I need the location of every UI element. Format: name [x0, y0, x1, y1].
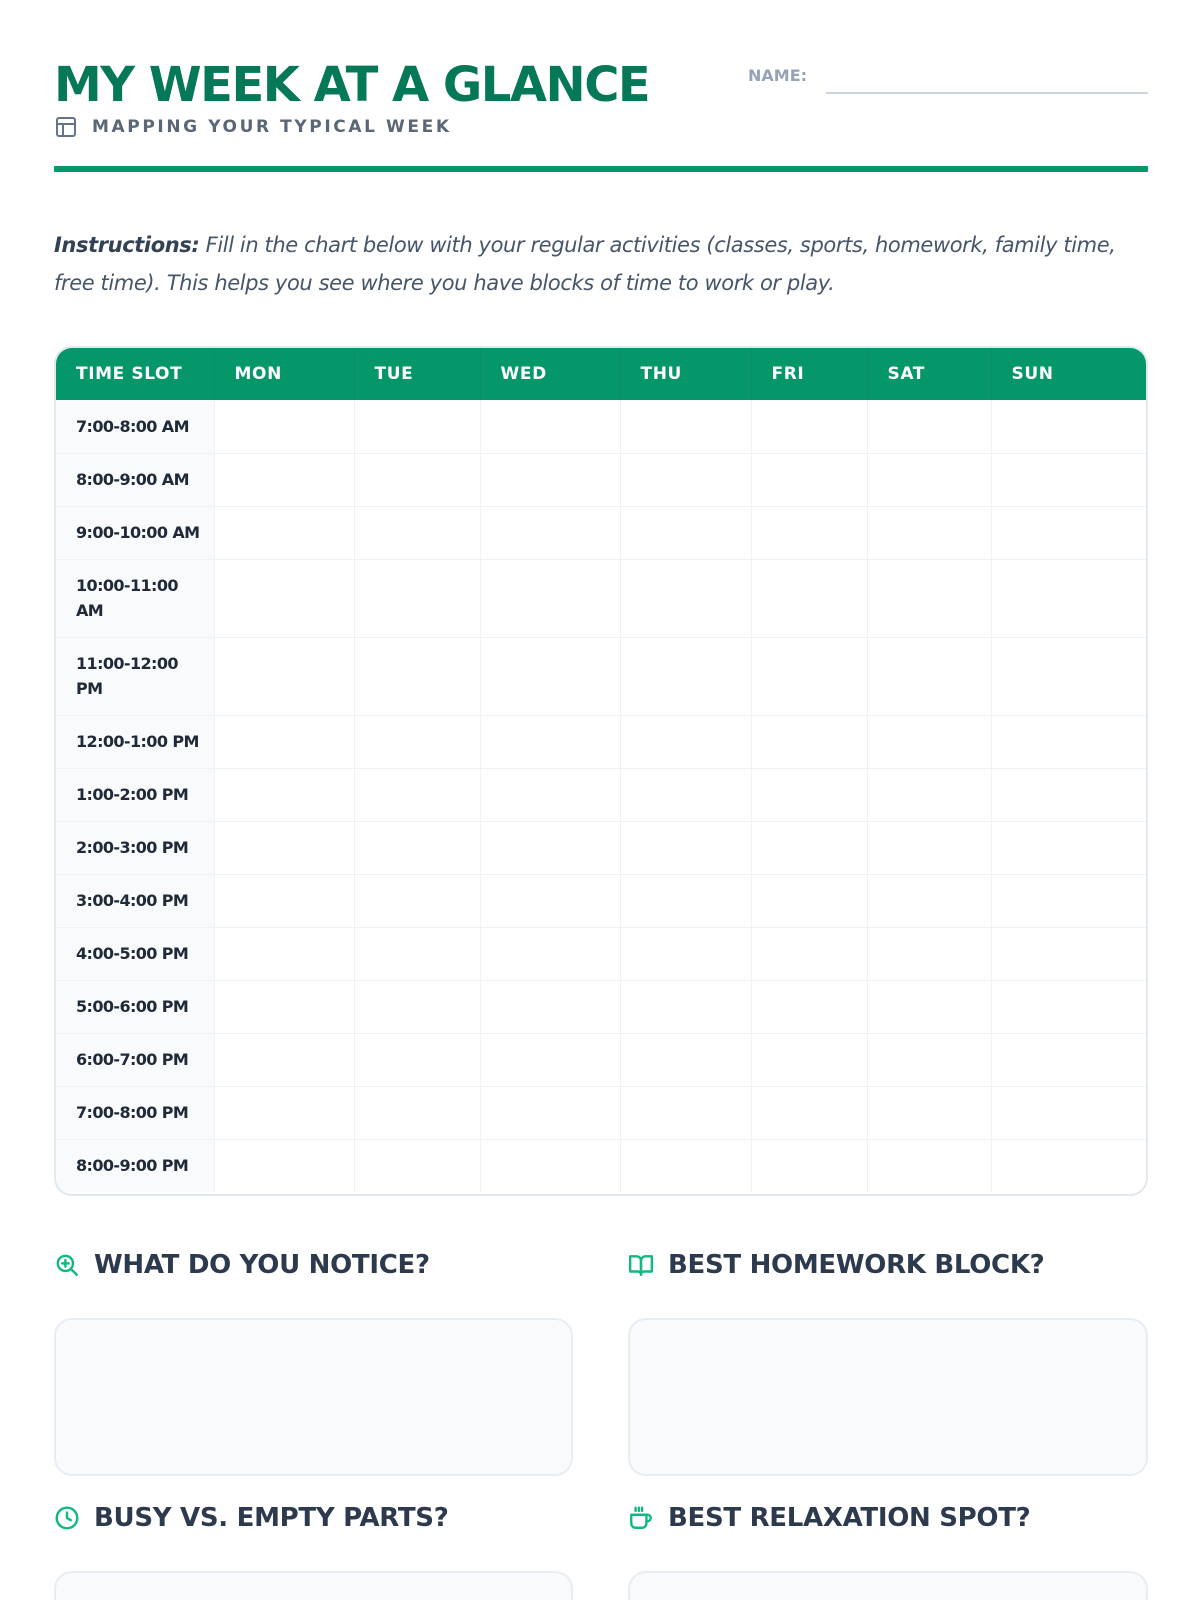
schedule-cell-mon[interactable]	[214, 927, 354, 980]
schedule-cell-fri[interactable]	[751, 637, 867, 715]
schedule-cell-fri[interactable]	[751, 1139, 867, 1192]
time-slot-label: 4:00-5:00 PM	[56, 927, 214, 980]
schedule-cell-fri[interactable]	[751, 768, 867, 821]
schedule-cell-mon[interactable]	[214, 400, 354, 453]
schedule-cell-tue[interactable]	[354, 637, 480, 715]
schedule-cell-sun[interactable]	[991, 453, 1146, 506]
question-title: WHAT DO YOU NOTICE?	[94, 1250, 430, 1280]
column-header-wed: WED	[480, 348, 620, 400]
column-header-sat: SAT	[867, 348, 991, 400]
column-header-time-slot: TIME SLOT	[56, 348, 214, 400]
schedule-row	[56, 821, 1146, 874]
schedule-cell-fri[interactable]	[751, 821, 867, 874]
name-line[interactable]	[826, 92, 1148, 94]
answer-box-relaxation[interactable]	[628, 1571, 1148, 1600]
schedule-cell-thu[interactable]	[620, 715, 751, 768]
instructions-label: Instructions:	[54, 233, 200, 257]
schedule-cell-mon[interactable]	[214, 506, 354, 559]
time-slot-label: 7:00-8:00 PM	[56, 1086, 214, 1139]
clock-icon	[54, 1505, 80, 1531]
schedule-cell-sun[interactable]	[991, 1086, 1146, 1139]
question-title: BUSY VS. EMPTY PARTS?	[94, 1503, 449, 1533]
schedule-row	[56, 637, 1146, 715]
schedule-cell-mon[interactable]	[214, 874, 354, 927]
schedule-cell-sun[interactable]	[991, 768, 1146, 821]
question-title: BEST HOMEWORK BLOCK?	[668, 1250, 1045, 1280]
question-what-do-you-notice	[54, 1250, 430, 1280]
schedule-row	[56, 1086, 1146, 1139]
schedule-cell-sat[interactable]	[867, 874, 991, 927]
schedule-cell-thu[interactable]	[620, 874, 751, 927]
schedule-cell-tue[interactable]	[354, 559, 480, 637]
schedule-cell-mon[interactable]	[214, 821, 354, 874]
schedule-row	[56, 559, 1146, 637]
schedule-cell-sun[interactable]	[991, 506, 1146, 559]
question-title: BEST RELAXATION SPOT?	[668, 1503, 1031, 1533]
zoom-in-icon	[54, 1252, 80, 1278]
weekly-schedule-table	[54, 346, 1148, 1196]
schedule-cell-wed[interactable]	[480, 980, 620, 1033]
schedule-cell-sat[interactable]	[867, 768, 991, 821]
schedule-cell-mon[interactable]	[214, 980, 354, 1033]
schedule-cell-tue[interactable]	[354, 927, 480, 980]
schedule-cell-sun[interactable]	[991, 1139, 1146, 1192]
time-slot-label: 10:00-11:00 AM	[56, 559, 214, 637]
schedule-cell-wed[interactable]	[480, 715, 620, 768]
schedule-cell-sat[interactable]	[867, 1033, 991, 1086]
schedule-cell-tue[interactable]	[354, 506, 480, 559]
schedule-cell-wed[interactable]	[480, 927, 620, 980]
schedule-cell-sat[interactable]	[867, 980, 991, 1033]
schedule-cell-tue[interactable]	[354, 400, 480, 453]
question-busy-vs-empty	[54, 1503, 449, 1533]
schedule-cell-sun[interactable]	[991, 874, 1146, 927]
schedule-cell-mon[interactable]	[214, 1139, 354, 1192]
schedule-cell-fri[interactable]	[751, 453, 867, 506]
schedule-cell-mon[interactable]	[214, 453, 354, 506]
schedule-row	[56, 980, 1146, 1033]
schedule-cell-wed[interactable]	[480, 559, 620, 637]
time-slot-label: 2:00-3:00 PM	[56, 821, 214, 874]
instructions-text: Fill in the chart below with your regular activities (classes, sports, homework, family time, free time). This helps you see where you have blocks of time to work or play.	[54, 233, 1116, 295]
answer-box-notice[interactable]	[54, 1318, 573, 1476]
schedule-cell-thu[interactable]	[620, 821, 751, 874]
schedule-cell-wed[interactable]	[480, 1033, 620, 1086]
schedule-cell-tue[interactable]	[354, 453, 480, 506]
column-header-tue: TUE	[354, 348, 480, 400]
schedule-cell-thu[interactable]	[620, 559, 751, 637]
schedule-cell-thu[interactable]	[620, 1139, 751, 1192]
schedule-cell-mon[interactable]	[214, 559, 354, 637]
schedule-cell-sat[interactable]	[867, 1086, 991, 1139]
schedule-cell-mon[interactable]	[214, 637, 354, 715]
time-slot-label: 7:00-8:00 AM	[56, 400, 214, 453]
page-title: MY WEEK AT A GLANCE	[54, 57, 650, 113]
schedule-cell-tue[interactable]	[354, 715, 480, 768]
schedule-cell-tue[interactable]	[354, 821, 480, 874]
time-slot-label: 8:00-9:00 AM	[56, 453, 214, 506]
schedule-cell-wed[interactable]	[480, 1086, 620, 1139]
schedule-cell-fri[interactable]	[751, 927, 867, 980]
time-slot-label: 5:00-6:00 PM	[56, 980, 214, 1033]
schedule-row	[56, 768, 1146, 821]
schedule-cell-sat[interactable]	[867, 715, 991, 768]
time-slot-label: 12:00-1:00 PM	[56, 715, 214, 768]
schedule-cell-thu[interactable]	[620, 927, 751, 980]
schedule-cell-mon[interactable]	[214, 1033, 354, 1086]
schedule-cell-fri[interactable]	[751, 559, 867, 637]
header-divider	[54, 166, 1148, 172]
column-header-mon: MON	[214, 348, 354, 400]
schedule-cell-sun[interactable]	[991, 1033, 1146, 1086]
schedule-body	[56, 400, 1146, 1192]
schedule-cell-sun[interactable]	[991, 715, 1146, 768]
schedule-cell-tue[interactable]	[354, 1139, 480, 1192]
schedule-cell-wed[interactable]	[480, 1139, 620, 1192]
schedule-cell-fri[interactable]	[751, 506, 867, 559]
schedule-cell-tue[interactable]	[354, 1033, 480, 1086]
name-field[interactable]	[748, 60, 1148, 96]
column-header-fri: FRI	[751, 348, 867, 400]
schedule-cell-sat[interactable]	[867, 821, 991, 874]
schedule-cell-fri[interactable]	[751, 980, 867, 1033]
schedule-cell-mon[interactable]	[214, 1086, 354, 1139]
schedule-cell-tue[interactable]	[354, 768, 480, 821]
schedule-row	[56, 1139, 1146, 1192]
schedule-row	[56, 400, 1146, 453]
schedule-cell-thu[interactable]	[620, 453, 751, 506]
schedule-row	[56, 874, 1146, 927]
schedule-cell-mon[interactable]	[214, 715, 354, 768]
schedule-cell-sun[interactable]	[991, 980, 1146, 1033]
schedule-header-row	[56, 348, 1146, 400]
schedule-row	[56, 506, 1146, 559]
schedule-cell-sat[interactable]	[867, 506, 991, 559]
schedule-cell-fri[interactable]	[751, 400, 867, 453]
book-open-icon	[628, 1252, 654, 1278]
schedule-cell-wed[interactable]	[480, 400, 620, 453]
schedule-cell-thu[interactable]	[620, 506, 751, 559]
answer-box-homework[interactable]	[628, 1318, 1148, 1476]
schedule-cell-mon[interactable]	[214, 768, 354, 821]
schedule-cell-sat[interactable]	[867, 559, 991, 637]
schedule-row	[56, 453, 1146, 506]
schedule-row	[56, 1033, 1146, 1086]
name-label: NAME:	[748, 66, 808, 85]
schedule-cell-wed[interactable]	[480, 821, 620, 874]
schedule-cell-thu[interactable]	[620, 1033, 751, 1086]
schedule-cell-fri[interactable]	[751, 1086, 867, 1139]
schedule-cell-wed[interactable]	[480, 453, 620, 506]
coffee-cup-icon	[628, 1505, 654, 1531]
schedule-cell-sun[interactable]	[991, 637, 1146, 715]
schedule-row	[56, 927, 1146, 980]
schedule-cell-thu[interactable]	[620, 980, 751, 1033]
schedule-cell-thu[interactable]	[620, 400, 751, 453]
worksheet-header	[54, 52, 1148, 172]
schedule-cell-sat[interactable]	[867, 400, 991, 453]
schedule-cell-tue[interactable]	[354, 980, 480, 1033]
schedule-cell-sat[interactable]	[867, 453, 991, 506]
time-slot-label: 9:00-10:00 AM	[56, 506, 214, 559]
instructions	[54, 226, 1148, 302]
question-best-homework-block	[628, 1250, 1044, 1280]
schedule-cell-fri[interactable]	[751, 874, 867, 927]
schedule-cell-wed[interactable]	[480, 637, 620, 715]
schedule-cell-wed[interactable]	[480, 874, 620, 927]
time-slot-label: 3:00-4:00 PM	[56, 874, 214, 927]
time-slot-label: 8:00-9:00 PM	[56, 1139, 214, 1192]
time-slot-label: 11:00-12:00 PM	[56, 637, 214, 715]
schedule-cell-thu[interactable]	[620, 637, 751, 715]
schedule-cell-wed[interactable]	[480, 506, 620, 559]
schedule-cell-tue[interactable]	[354, 1086, 480, 1139]
column-header-sun: SUN	[991, 348, 1146, 400]
time-slot-label: 6:00-7:00 PM	[56, 1033, 214, 1086]
schedule-cell-sun[interactable]	[991, 927, 1146, 980]
schedule-cell-sat[interactable]	[867, 1139, 991, 1192]
question-best-relaxation-spot	[628, 1503, 1030, 1533]
schedule-cell-sun[interactable]	[991, 821, 1146, 874]
schedule-cell-tue[interactable]	[354, 874, 480, 927]
schedule-cell-thu[interactable]	[620, 1086, 751, 1139]
schedule-cell-sat[interactable]	[867, 927, 991, 980]
schedule-cell-fri[interactable]	[751, 715, 867, 768]
page-subtitle	[54, 115, 452, 139]
time-slot-label: 1:00-2:00 PM	[56, 768, 214, 821]
column-header-thu: THU	[620, 348, 751, 400]
schedule-cell-fri[interactable]	[751, 1033, 867, 1086]
schedule-cell-sun[interactable]	[991, 400, 1146, 453]
schedule-row	[56, 715, 1146, 768]
schedule-cell-wed[interactable]	[480, 768, 620, 821]
schedule-cell-sat[interactable]	[867, 637, 991, 715]
answer-box-busy[interactable]	[54, 1571, 573, 1600]
schedule-cell-sun[interactable]	[991, 559, 1146, 637]
schedule-grid	[56, 348, 1146, 1192]
subtitle-text: MAPPING YOUR TYPICAL WEEK	[92, 117, 452, 137]
layout-icon	[54, 115, 78, 139]
schedule-cell-thu[interactable]	[620, 768, 751, 821]
